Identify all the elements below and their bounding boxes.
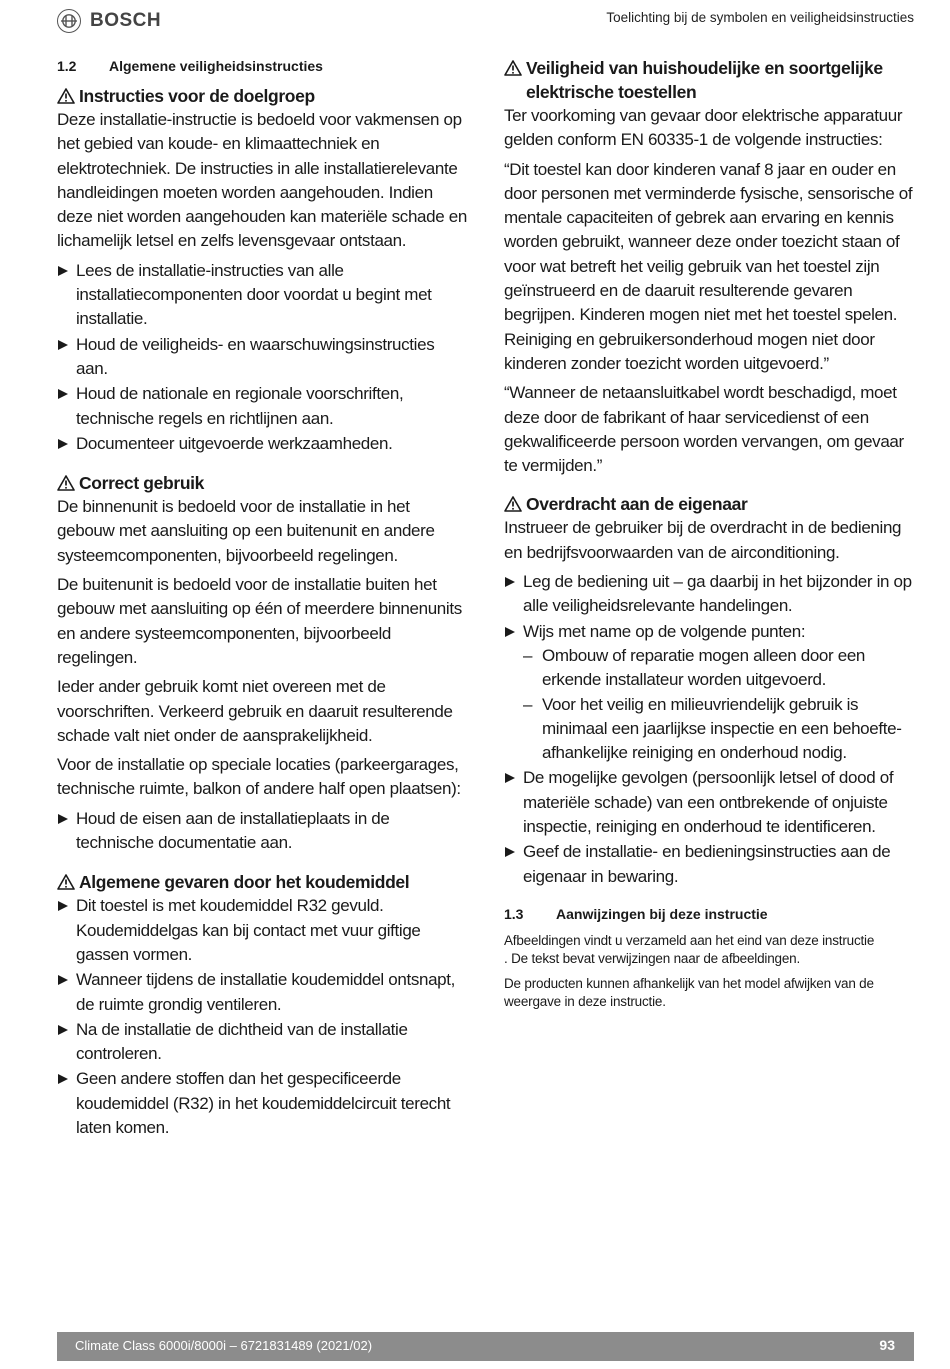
list-item: Houd de veiligheids- en waarschuwingsinstructies aan.	[57, 333, 469, 382]
paragraph: Ter voorkoming van gevaar door elektrische apparatuur gelden conform EN 60335-1 de volgende instructies:	[504, 106, 903, 150]
correct-gebruik-list	[57, 807, 469, 856]
dash-list	[523, 644, 916, 765]
list-item: De mogelijke gevolgen (persoonlijk letsel of dood of materiële schade) van een ontbrekende of onjuiste inspectie, reiniging en onderhoud te identificeren.	[504, 766, 916, 839]
dash-item: – Voor het veilig en milieuvriendelijk gebruik is minimaal een jaarlijkse inspectie en een behoefte-afhankelijke reiniging en onderhoud nodig.	[523, 693, 916, 766]
doelgroep-intro: Deze installatie-instructie is bedoeld voor vakmensen op het gebied van koude- en klimaattechniek en elektrotechniek. De instructies in alle installatierelevante handleidingen moeten worden aangehouden. Indien deze niet worden aangehouden kan materiële schade en lichamelijk letsel en zelfs levensgevaar ontstaan.	[57, 110, 467, 251]
koudemiddel-list	[57, 894, 469, 1140]
section-number: 1.2	[57, 58, 77, 74]
dash-item: – Ombouw of reparatie mogen alleen door een erkende installateur worden uitgevoerd.	[523, 644, 916, 693]
list-item: Houd de nationale en regionale voorschriften, technische regels en richtlijnen aan.	[57, 382, 469, 431]
section-number: 1.3	[504, 905, 524, 922]
bosch-logo	[57, 8, 161, 34]
section-heading-1-3	[504, 904, 916, 924]
warning-triangle-icon	[504, 56, 526, 80]
warning-triangle-icon	[57, 870, 79, 894]
brand-name: BOSCH	[90, 10, 162, 31]
paragraph: De buitenunit is bedoeld voor de installatie buiten het gebouw met aansluiting op één of meerdere binnenunits en andere systeemcomponenten, bijvoorbeeld regelingen.	[57, 575, 462, 667]
list-item: Dit toestel is met koudemiddel R32 gevuld. Koudemiddelgas kan bij contact met vuur giftige gassen vormen.	[57, 894, 469, 967]
list-item: Leg de bediening uit – ga daarbij in het bijzonder in op alle veiligheidsrelevante handelingen.	[504, 570, 916, 619]
heading-doelgroep: Instructies voor de doelgroep	[57, 84, 469, 108]
warning-triangle-icon	[504, 492, 526, 516]
quote-paragraph: “Dit toestel kan door kinderen vanaf 8 jaar en ouder en door personen met verminderde fysische, sensorische of mentale capaciteiten of gebrek aan ervaring en kennis worden gebruikt, wanneer deze onder toezicht staan of voor wat betreft het veilig gebruik van het toestel zijn geïnstrueerd en de daaruit resulterende gevaren begrijpen. Kinderen mogen niet met het toestel spelen. Reiniging en gebruikersonderhoud mogen niet door kinderen zonder toezicht worden uitgevoerd.”	[504, 159, 913, 373]
left-column	[57, 56, 469, 1146]
heading-koudemiddel: Algemene gevaren door het koudemiddel	[57, 870, 469, 894]
page-header-title: Toelichting bij de symbolen en veiligheidsinstructies	[606, 10, 914, 25]
bosch-armature-icon	[57, 9, 81, 33]
page-number: 93	[879, 1337, 895, 1353]
right-column	[504, 56, 916, 1018]
paragraph: Ieder ander gebruik komt niet overeen met de voorschriften. Verkeerd gebruik en daaruit resulterende schade valt niet onder de aansprakelijkheid.	[57, 677, 453, 745]
overdracht-list	[504, 570, 916, 889]
section-title: Algemene veiligheidsinstructies	[109, 58, 323, 74]
note-paragraph: Afbeeldingen vindt u verzameld aan het eind van deze instructie . De tekst bevat verwijzingen naar de afbeeldingen.	[504, 932, 875, 967]
heading-correct-gebruik: Correct gebruik	[57, 471, 469, 495]
quote-paragraph: “Wanneer de netaansluitkabel wordt beschadigd, moet deze door de fabrikant of haar servicedienst of een gekwalificeerde persoon worden vervangen, om gevaar te vermijden.”	[504, 383, 904, 476]
page-footer	[57, 1332, 914, 1361]
list-item: Na de installatie de dichtheid van de installatie controleren.	[57, 1018, 469, 1067]
list-item: Wanneer tijdens de installatie koudemiddel ontsnapt, de ruimte grondig ventileren.	[57, 968, 469, 1017]
doelgroep-list	[57, 259, 469, 456]
list-item: Lees de installatie-instructies van alle installatiecomponenten door voordat u begint met installatie.	[57, 259, 469, 332]
section-title: Aanwijzingen bij deze instructie	[556, 905, 768, 922]
heading-huishoudelijk: Veiligheid van huishoudelijke en soortgelijke elektrische toestellen	[504, 56, 916, 104]
heading-overdracht: Overdracht aan de eigenaar	[504, 492, 916, 516]
note-paragraph: De producten kunnen afhankelijk van het model afwijken van de weergave in deze instructie.	[504, 975, 874, 1010]
list-item: Documenteer uitgevoerde werkzaamheden.	[57, 432, 469, 456]
list-item: Geen andere stoffen dan het gespecificeerde koudemiddel (R32) in het koudemiddelcircuit terecht laten komen.	[57, 1067, 469, 1140]
list-item: Houd de eisen aan de installatieplaats in de technische documentatie aan.	[57, 807, 469, 856]
section-heading-1-2	[57, 56, 469, 76]
list-item: Wijs met name op de volgende punten: – Ombouw of reparatie mogen alleen door een erkende installateur worden uitgevoerd. – Voor het veilig en milieuvriendelijk gebruik is minimaal een jaarlijkse inspectie en een behoefte-afhankelijke reiniging en onderhoud nodig.	[504, 620, 916, 766]
warning-triangle-icon	[57, 84, 79, 108]
warning-triangle-icon	[57, 471, 79, 495]
footer-document-id: Climate Class 6000i/8000i – 6721831489 (2021/02)	[75, 1338, 373, 1353]
paragraph: Instrueer de gebruiker bij de overdracht in de bediening en bedrijfsvoorwaarden van de airconditioning.	[504, 518, 902, 562]
list-item: Geef de installatie- en bedieningsinstructies aan de eigenaar in bewaring.	[504, 840, 916, 889]
paragraph: De binnenunit is bedoeld voor de installatie in het gebouw met aansluiting op een buitenunit en andere systeemcomponenten, bijvoorbeeld regelingen.	[57, 497, 435, 565]
paragraph: Voor de installatie op speciale locaties (parkeergarages, technische ruimte, balkon of andere half open plaatsen):	[57, 755, 461, 799]
